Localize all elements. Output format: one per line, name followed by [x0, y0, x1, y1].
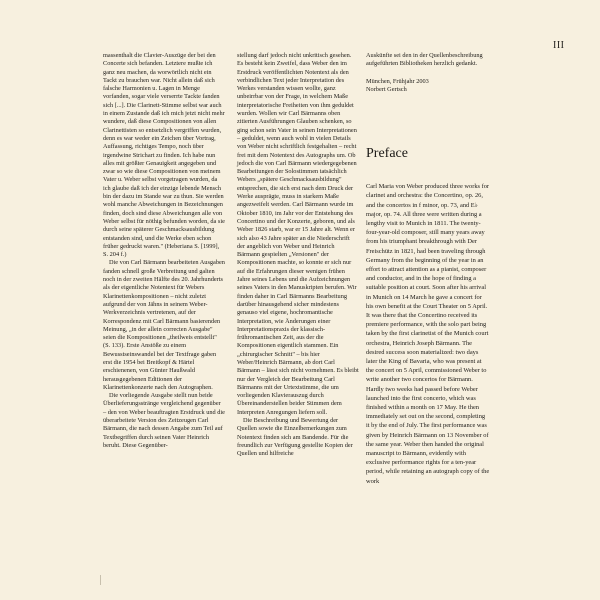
- acknowledgement-paragraph: Auskünfte sei den in der Quellenbeschreibung aufgeführten Bibliotheken herzlich gedankt.: [366, 52, 483, 68]
- paragraph: stellung darf jedoch nicht unkritisch gesehen. Es besteht kein Zweifel, dass Weber den im Erstdruck veröffentlichten Notentext als den verbindlichen Text jeder Interpretation des Werkes verstanden wissen wollte, ganz unbeirrbar von der Frage, in welchem Maße interpretatorische Freiheiten von ihm geduldet wurden. Wollen wir Carl Bärmanns oben zitierten Ausführungen Glauben schenken, so ging schon sein Vater in seinen Interpretationen – geduldet, wenn auch wohl in vielen Details von Weber nicht schriftlich festgehalten – recht frei mit dem Notentext des Autographs um. Ob jedoch die von Carl Bärmann wiedergegebenen Bearbeitungen der Solostimmen tatsächlich Webers „spätere Geschmacksausbildung" entsprechen, die sich erst nach dem Druck der Werke ausprägte, muss in starkem Maße angezweifelt werden. Carl Bärmann wurde im Oktober 1810, im Jahr vor der Entstehung des Concertino und der Konzerte, geboren, und als Weber 1826 starb, war er 15 Jahre alt. Wenn er sich also 43 Jahre später an die Niederschrift der angeblich von Weber und Heinrich Bärmann gespielten „Versionen" der Kompositionen machte, so konnte er sich nur auf die Erfahrungen dieser wenigen frühen Jahre seines Lebens und die Aufzeichnungen seines Vaters in den Manuskripten berufen. Wir finden daher in Carl Bärmanns Bearbeitung darüber hinausgehend sicher mindestens genauso viel eigene, hochromantische Interpretation, wie Änderungen einer Interpretationspraxis der klassisch-frühromantischen Zeit, aus der die Kompositionen eigentlich stammen. Ein „chirurgischer Schnitt" – bis hier Weber/Heinrich Bärmann, ab dort Carl Bärmann – lässt sich nicht vornehmen. Es bleibt nur der Vergleich der Bearbeitung Carl Bärmanns mit der Urtextstimme, die um vorliegenden Klavierauszug durch Übereinanderstellen beider Stimmen dem Interpreten Anregungen liefern soll.: [237, 52, 359, 416]
- page-number: III: [553, 40, 565, 51]
- text-column-1: [103, 52, 225, 450]
- preface-paragraph: Carl Maria von Weber produced three works for clarinet and orchestra: the Concertino, op. 26, and the concertos in f minor, op. 73, and E♭ major, op. 74. All three were written during a lengthy visit to Munich in 1811. The twenty-four-year-old composer, still many years away from his triumphant breakthrough with Der Freischütz in 1821, had been traveling through Germany from the beginning of the year in an effort to attract attention as a pianist, composer and conductor, and in the hope of finding a suitable position at court. Soon after his arrival in Munich on 14 March he gave a concert for his own benefit at the Court Theater on 5 April. It was there that the Concertino received its premiere performance, with the solo part being taken by the first clarinetist of the Munich court orchestra, Heinrich Joseph Bärmann. The desired success soon materialized: two days later the King of Bavaria, who was present at the concert on 5 April, commissioned Weber to write another two concertos for Bärmann. Hardly two weeks had passed before Weber launched into the first concerto, which was finished within a month on 17 May. He then immediately set out on the second, completing it by the end of July. The first performance was given by Heinrich Bärmann on 13 November of the same year. Weber then handed the original manuscript to Bärmann, evidently with exclusive performance rights for a ten-year period, while retaining an autograph copy of the work: [366, 183, 490, 485]
- text-column-2: [237, 52, 359, 459]
- place-date: München, Frühjahr 2003: [366, 77, 429, 85]
- margin-mark: [100, 575, 101, 585]
- paragraph: massenthalt die Clavier-Auszüge der bei den Concerte sich befanden. Letztere mußte ich ganz neu machen, da worwörtlich nicht ein Tackt zu brauchen war. Nicht allein daß sich falsche Harmonien u. Lagen in Menge vorfanden, sogar viele verserrte Tackte fanden sich [...]. Die Clarinett-Stimme selbst war auch in einem Zustande daß ich mich jetzt nicht mehr wundere, daß diese Compositionen von allen Clarinettisten so entsetzlich vergriffen wurden, denn es war weder ein Zeichen über Vortrag, Auffassung, richtiges Tempo, noch über irgendwine Strichart zu finden. Ich habe nun alles mit größter Genauigkeit angegeben und zwar so wie diese Compositionen von meinem Vater u. Weber selbst vorgetragen wurden, da ich glaube daß ich der einzige lebende Mensch bin der dazu im Stande war zu thun. Sie werden wohl manche Abweichungen in Bezeichnungen finden, doch sind diese Abweichungen alle von Weber selbst für nöthig befunden worden, da sie durch seine späterer Geschmacksausbildung entstanden sind, und die Werke eben schon früher gedruckt waren." (Heberiana S. [1999], S. 204 f.): [103, 52, 225, 259]
- text-column-3: [366, 52, 490, 486]
- paragraph: Die von Carl Bärmann bearbeiteten Ausgaben fanden schnell große Verbreitung und galten noch in der zweiten Hälfte des 20. Jahrhunderts als der eigentliche Notentext für Webers Klarinettenkompositionen – nicht zuletzt aufgrund der von Jähns in seinem Weber-Werkverzeichnis vertretenen, auf der Korrespondenz mit Carl Bärmann basierenden Meinung, „in der allein correcten Ausgabe" seien die Kompositionen „theilweis entstellt" (S. 133). Erste Anstöße zu einem Bewusstseinswandel bei der Textfrage gaben erst die 1954 bei Breitkopf & Härtel erschienenen, von Günter Haußwald herausgegebenen Editionen der Klarinettenkonzerte nach den Autographen.: [103, 259, 225, 391]
- section-title: Preface: [366, 146, 408, 162]
- paragraph: Die Beschreibung und Bewertung der Quellen sowie die Einzelbemerkungen zum Notentext finden sich am Bandende. Für die freundlich zur Verfügung gestellte Kopien der Quellen und hilfreiche: [237, 417, 353, 458]
- paragraph: Die vorliegende Ausgabe stellt nun beide Überlieferungsstränge vergleichend gegenüber – den von Weber beauftragten Erstdruck und die überarbeitete Version des Zeitzeugen Carl Bärmann, die nach dessen Angabe zum Teil auf Textbegriffen durch seinen Vater Heinrich beruht. Diese Gegenüber-: [103, 392, 225, 449]
- author-name: Norbert Gertsch: [366, 85, 407, 93]
